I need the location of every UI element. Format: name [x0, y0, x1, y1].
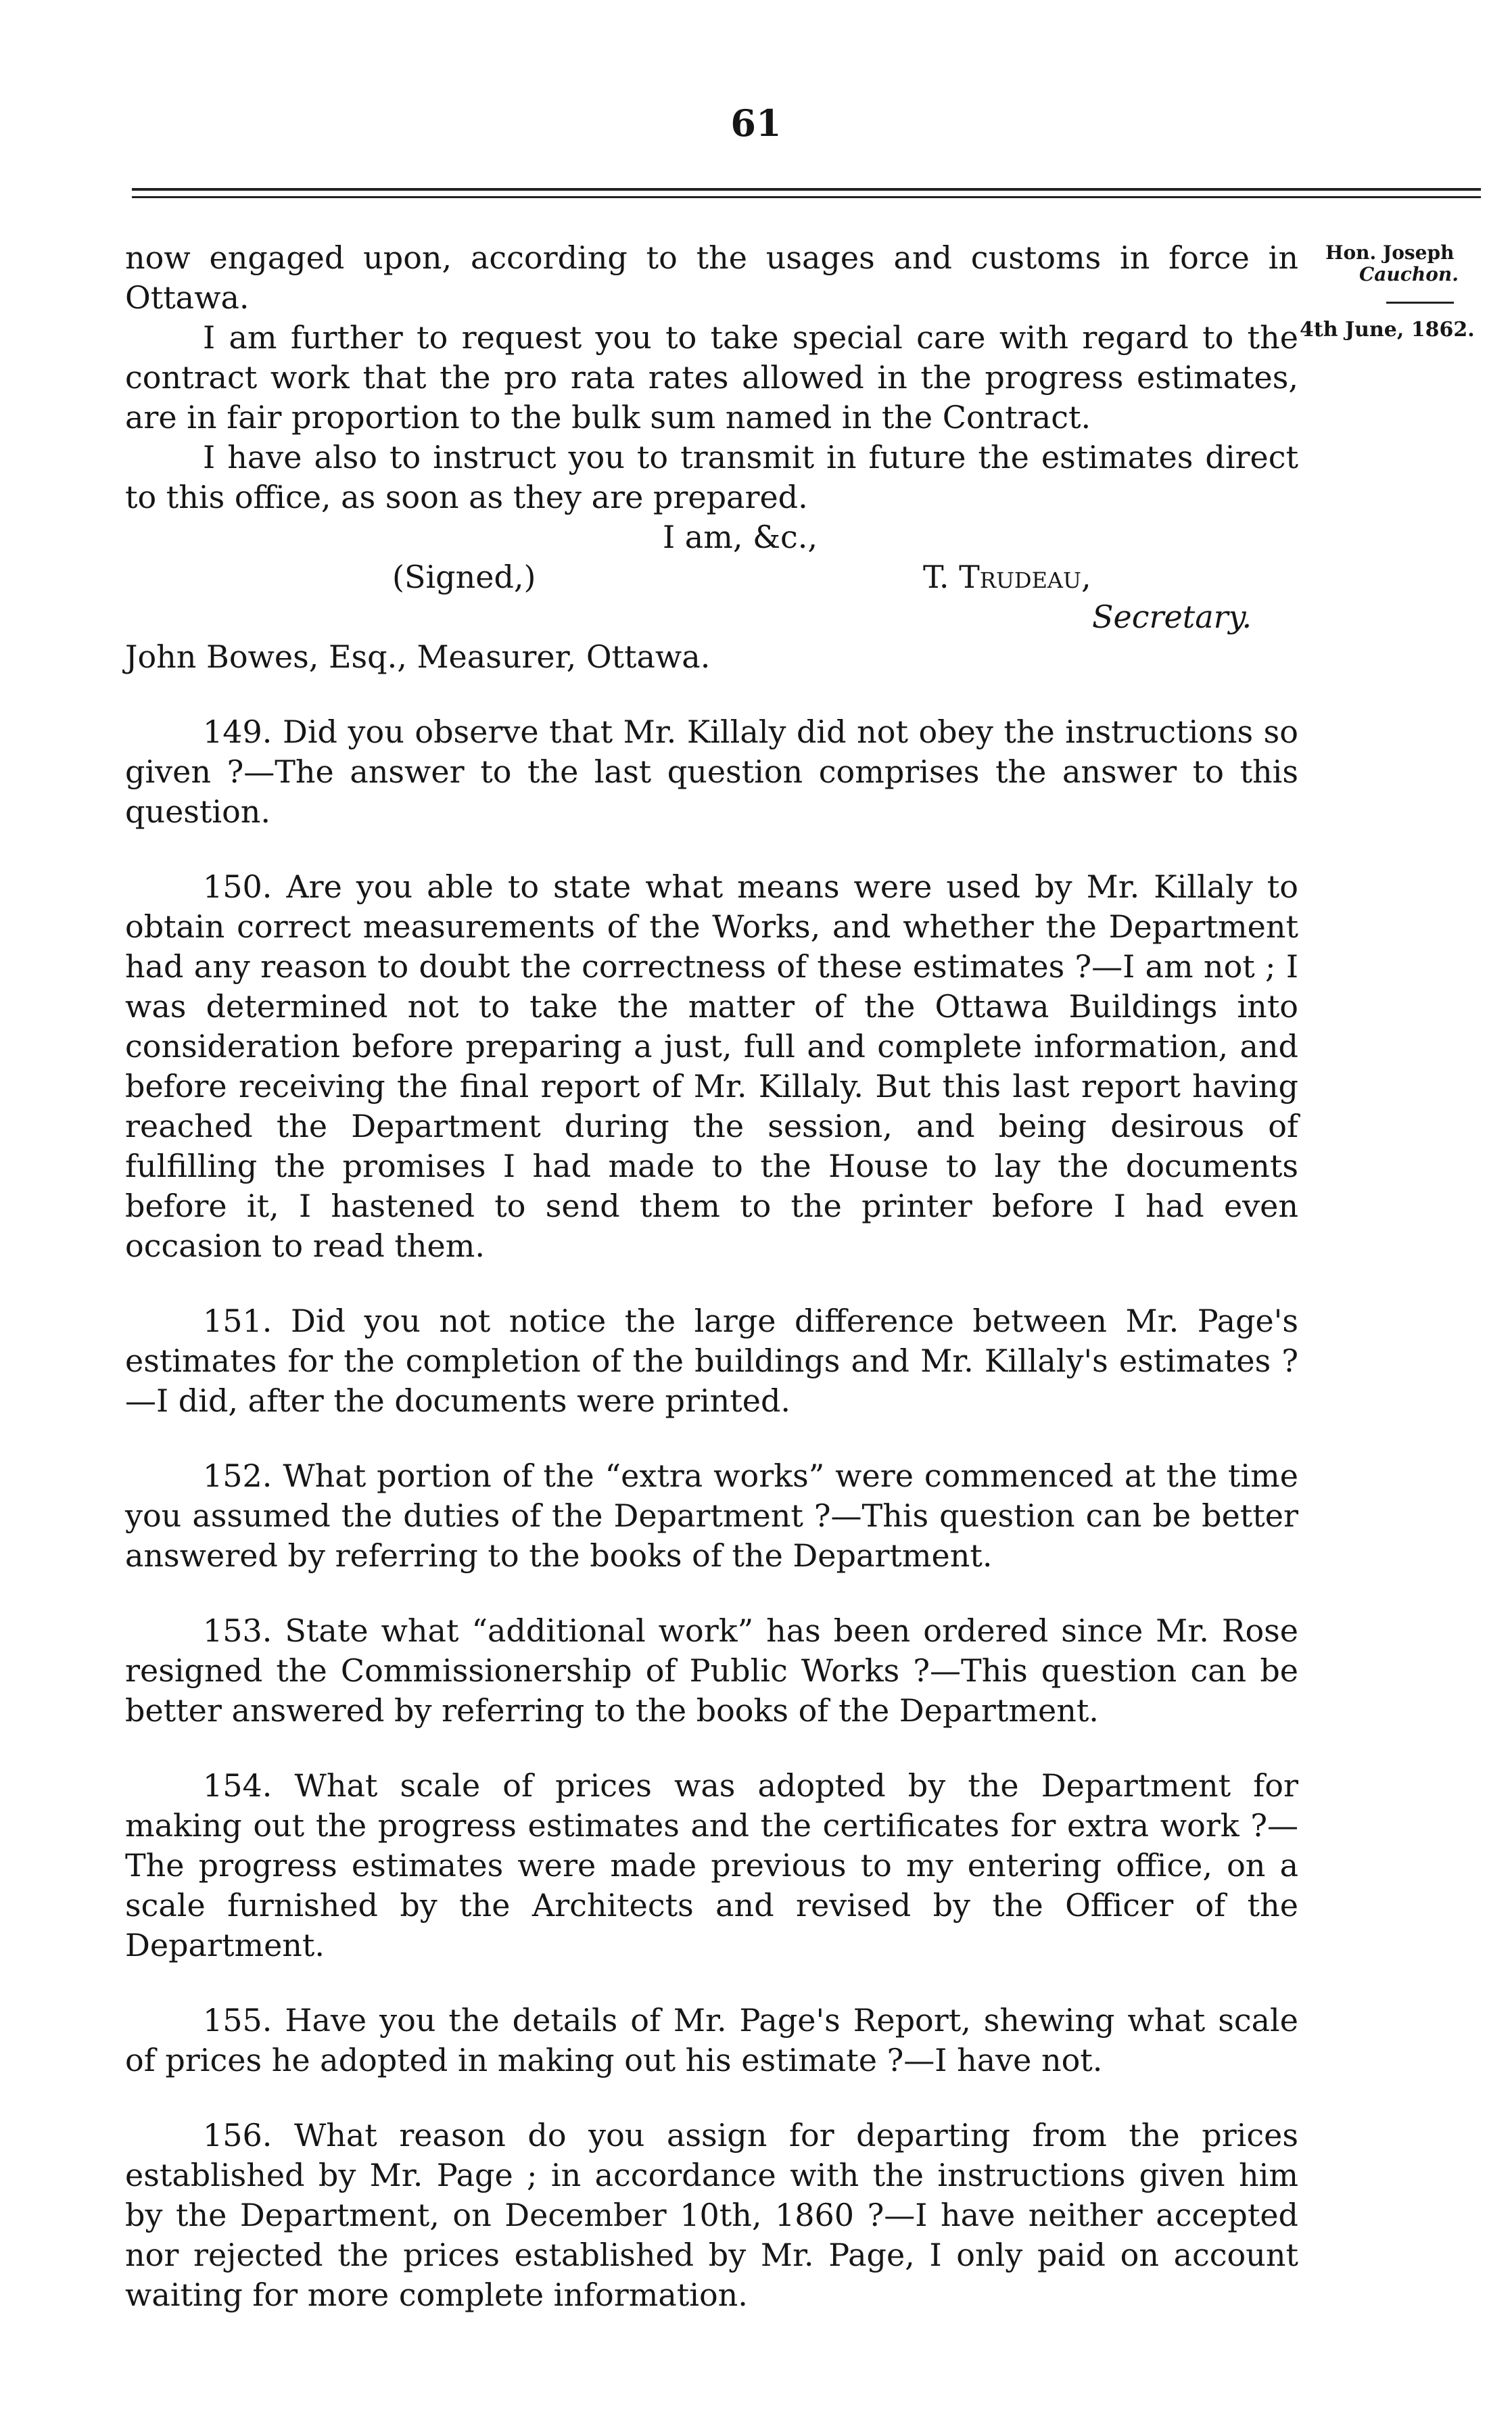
letter-closing: I am, &c.,	[663, 519, 818, 555]
body-text	[125, 238, 1298, 2315]
letter-paragraph-1: now engaged upon, according to the usages and customs in force in Ottawa.	[125, 239, 1298, 316]
title-line	[125, 597, 1298, 637]
margin-note-correspondent	[1325, 242, 1508, 285]
question-154: 154. What scale of prices was adopted by the Department for making out the progress estimates and the certificates for extra work ?—The progress estimates were made previous to my entering office, on a scale furnished by the Architects and revised by the Officer of the Department.	[125, 1767, 1298, 1963]
margin-note-date: 4th June, 1862.	[1300, 318, 1475, 342]
question-151: 151. Did you not notice the large difference between Mr. Page's estimates for the completion of the buildings and Mr. Killaly's estimates ?—I did, after the documents were printed.	[125, 1303, 1298, 1419]
header-rule-top	[132, 188, 1481, 191]
page-number: 61	[730, 101, 782, 145]
letter-addressee: John Bowes, Esq., Measurer, Ottawa.	[125, 638, 711, 675]
signatory-title: Secretary.	[1092, 599, 1252, 635]
question-156: 156. What reason do you assign for departing from the prices established by Mr. Page ; in accordance with the instructions given him by the Department, on December 10th, 1860 ?—I have neither accepted nor rejected the prices established by Mr. Page, I only paid on account waiting for more complete information.	[125, 2117, 1298, 2313]
question-149: 149. Did you observe that Mr. Killaly did not obey the instructions so given ?—The answer to the last question comprises the answer to this question.	[125, 714, 1298, 830]
letter-paragraph-2: I am further to request you to take special care with regard to the contract work that the pro rata rates allowed in the progress estimates, are in fair proportion to the bulk sum named in the Contract.	[125, 319, 1298, 436]
header-rule-bottom	[132, 196, 1481, 198]
margin-note-name-line2: Cauchon.	[1359, 263, 1459, 285]
question-153: 153. State what “additional work” has been ordered since Mr. Rose resigned the Commissionership of Public Works ?—This question can be better answered by referring to the books of the Department.	[125, 1612, 1298, 1729]
signatory-name: T. Trudeau,	[923, 559, 1091, 595]
letter-paragraph-3: I have also to instruct you to transmit in future the estimates direct to this office, as soon as they are prepared.	[125, 439, 1298, 515]
signature-line	[125, 557, 1298, 597]
question-155: 155. Have you the details of Mr. Page's Report, shewing what scale of prices he adopted in making out his estimate ?—I have not.	[125, 2002, 1298, 2078]
margin-note-divider	[1386, 302, 1454, 304]
closing-line	[125, 517, 1298, 557]
margin-note-name-line1: Hon. Joseph	[1325, 241, 1455, 264]
question-150: 150. Are you able to state what means were used by Mr. Killaly to obtain correct measurements of the Works, and whether the Department had any reason to doubt the correctness of these estimates ?—I am not ; I was determined not to take the matter of the Ottawa Buildings into consideration before preparing a just, full and complete information, and before receiving the final report of Mr. Killaly. But this last report having reached the Department during the session, and being desirous of fulfilling the promises I had made to the House to lay the documents before it, I hastened to send them to the printer before I had even occasion to read them.	[125, 868, 1298, 1264]
signed-label: (Signed,)	[392, 559, 536, 595]
question-152: 152. What portion of the “extra works” were commenced at the time you assumed the duties of the Department ?—This question can be better answered by referring to the books of the Department.	[125, 1458, 1298, 1574]
